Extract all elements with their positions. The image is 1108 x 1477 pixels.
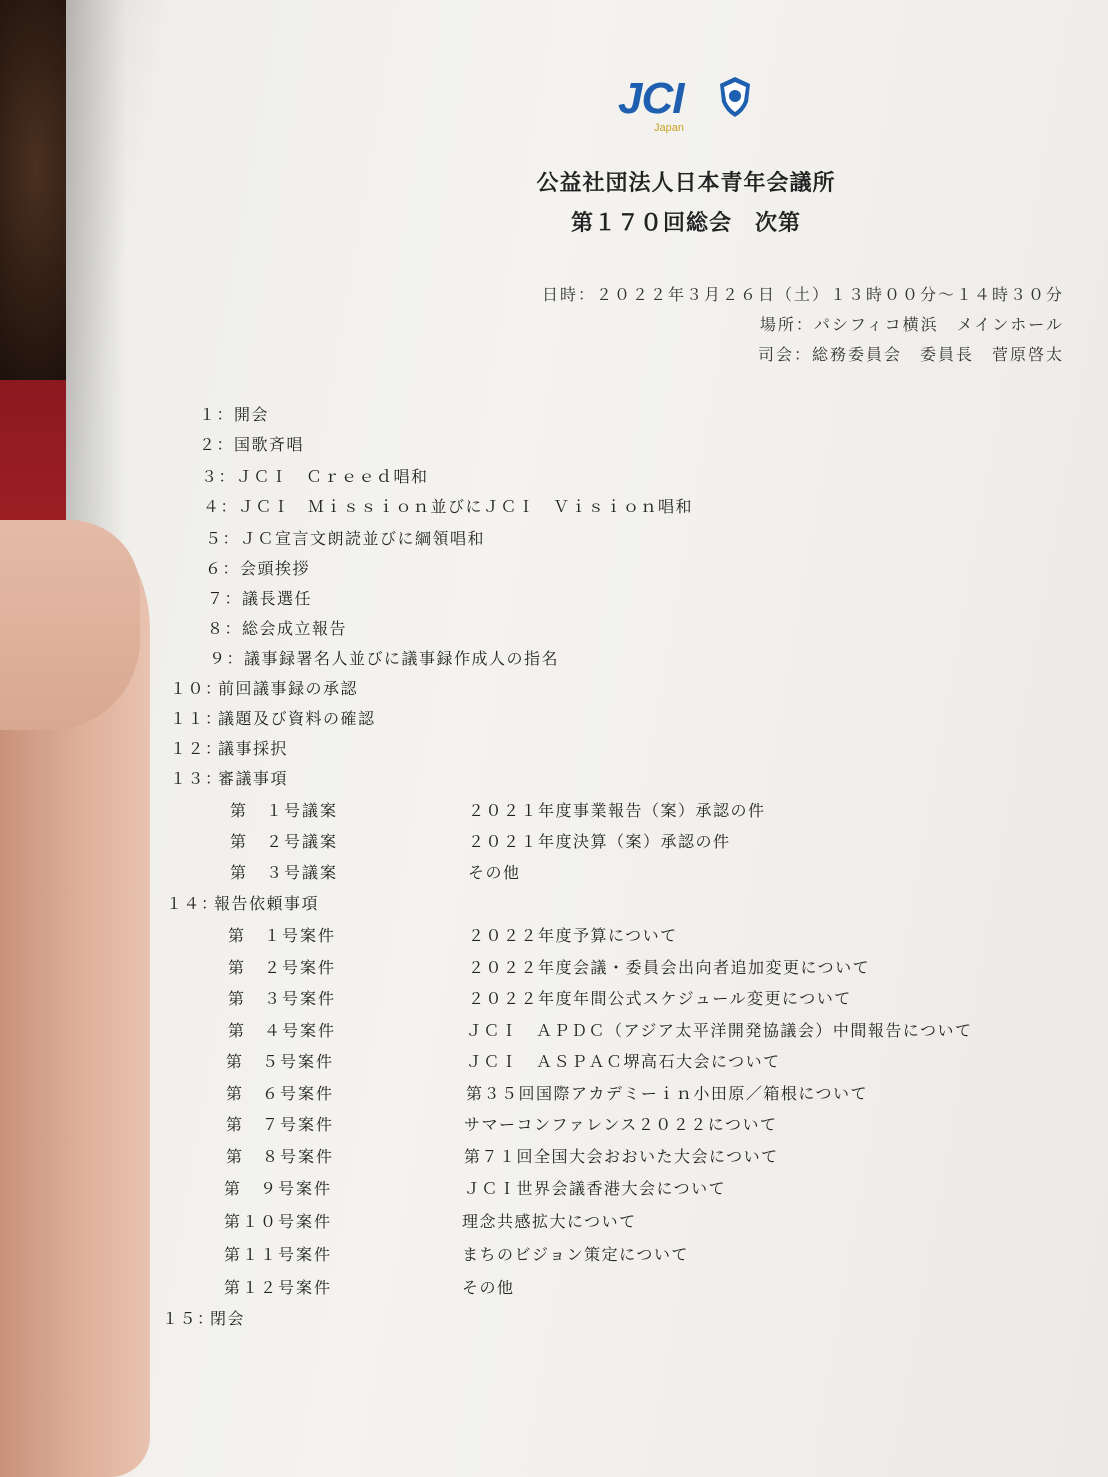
deliberation-label: 第 １号議案 bbox=[230, 801, 339, 820]
page-title: 第１７０回総会 次第 bbox=[570, 211, 801, 236]
agenda-item-text: 議事録署名人並びに議事録作成人の指名 bbox=[244, 649, 560, 668]
agenda-item-text: 議事採択 bbox=[218, 739, 289, 758]
report-label: 第 １号案件 bbox=[228, 926, 337, 945]
agenda-item bbox=[170, 766, 288, 789]
agenda-item-number: ５： bbox=[204, 529, 240, 548]
deliberation-label: 第 ２号議案 bbox=[230, 832, 339, 851]
agenda-item bbox=[188, 464, 429, 487]
report-description: ２０２２年度会議・委員会出向者追加変更について bbox=[468, 958, 871, 977]
agenda-item bbox=[186, 432, 304, 455]
agenda-item-text: 前回議事録の承認 bbox=[218, 679, 359, 698]
report-description: ２０２２年度予算について bbox=[468, 926, 678, 945]
jci-logo bbox=[618, 74, 684, 134]
report-label: 第１１号案件 bbox=[224, 1245, 333, 1264]
agenda-item-text: 国歌斉唱 bbox=[234, 435, 305, 454]
agenda-item-text: 議長選任 bbox=[242, 589, 313, 608]
agenda-item-number: ４： bbox=[202, 497, 238, 516]
report-description: ＪＣＩ ＡＳＰＡＣ堺高石大会について bbox=[466, 1052, 781, 1071]
report-description: サマーコンファレンス２０２２について bbox=[464, 1115, 778, 1134]
agenda-item-number: ９： bbox=[208, 649, 244, 668]
agenda-item-text: ＪＣＩ Ｃｒｅｅｄ唱和 bbox=[236, 467, 429, 486]
agenda-item bbox=[196, 646, 559, 669]
agenda-item-text: 総会成立報告 bbox=[242, 619, 348, 638]
report-label: 第 ２号案件 bbox=[228, 958, 337, 977]
agenda-item bbox=[192, 556, 310, 579]
logo-sub: Japan bbox=[654, 122, 684, 134]
agenda-item-text: 議題及び資料の確認 bbox=[218, 709, 376, 728]
report-label: 第 ７号案件 bbox=[226, 1115, 335, 1134]
agenda-item-number: ３： bbox=[200, 467, 236, 486]
deliberation-label: 第 ３号議案 bbox=[230, 863, 339, 882]
deliberation-description: ２０２１年度事業報告（案）承認の件 bbox=[468, 801, 766, 820]
agenda-item bbox=[170, 706, 376, 729]
agenda-item bbox=[166, 891, 319, 914]
agenda-item-number: １４： bbox=[166, 894, 219, 913]
agenda-item-number: １２： bbox=[170, 739, 223, 758]
report-description: まちのビジョン策定について bbox=[462, 1245, 689, 1264]
agenda-item-number: ２： bbox=[198, 435, 234, 454]
report-label: 第１０号案件 bbox=[224, 1212, 333, 1231]
agenda-item bbox=[162, 1306, 245, 1329]
report-description: ＪＣＩ ＡＰＤＣ（アジア太平洋開発協議会）中間報告について bbox=[466, 1021, 973, 1040]
report-label: 第１２号案件 bbox=[224, 1278, 333, 1297]
report-label: 第 ９号案件 bbox=[224, 1179, 333, 1198]
agenda-item-number: ８： bbox=[206, 619, 242, 638]
agenda-item-number: １３： bbox=[170, 769, 223, 788]
agenda-item-number: １０： bbox=[170, 679, 223, 698]
agenda-item bbox=[170, 676, 358, 699]
agenda-item-text: ＪＣＩ Ｍｉｓｓｉｏｎ並びにＪＣＩ Ｖｉｓｉｏｎ唱和 bbox=[238, 497, 694, 516]
document-page bbox=[66, 0, 1108, 1477]
agenda-item bbox=[194, 616, 347, 639]
agenda-item bbox=[190, 494, 693, 517]
agenda-item-number: ７： bbox=[206, 589, 242, 608]
agenda-item-number: ６： bbox=[204, 559, 240, 578]
agenda-item-text: 閉会 bbox=[210, 1309, 246, 1328]
agenda-item-text: 審議事項 bbox=[218, 769, 289, 788]
agenda-item-text: ＪＣ宣言文朗読並びに綱領唱和 bbox=[240, 529, 486, 548]
agenda-item bbox=[194, 586, 312, 609]
agenda-item bbox=[170, 736, 288, 759]
report-label: 第 ３号案件 bbox=[228, 989, 337, 1008]
deliberation-description: ２０２１年度決算（案）承認の件 bbox=[468, 832, 731, 851]
report-description: その他 bbox=[462, 1278, 515, 1297]
report-description: ＪＣＩ世界会議香港大会について bbox=[464, 1179, 727, 1198]
meta-host: 司会：総務委員会 委員長 菅原啓太 bbox=[757, 345, 1064, 364]
logo-text: JCI bbox=[618, 74, 684, 123]
meta-datetime: 日時：２０２２年３月２６日（土）１３時００分～１４時３０分 bbox=[541, 285, 1064, 304]
agenda-item bbox=[186, 402, 269, 425]
agenda-item-text: 会頭挨拶 bbox=[240, 559, 311, 578]
agenda-item-text: 開会 bbox=[234, 405, 270, 424]
report-label: 第 ４号案件 bbox=[228, 1021, 337, 1040]
agenda-item bbox=[192, 526, 485, 549]
shield-icon bbox=[718, 76, 752, 118]
agenda-item-text: 報告依頼事項 bbox=[214, 894, 320, 913]
agenda-item-number: １１： bbox=[170, 709, 223, 728]
meta-place: 場所：パシフィコ横浜 メインホール bbox=[759, 315, 1064, 334]
agenda-item-number: １： bbox=[198, 405, 234, 424]
org-name: 公益社団法人日本青年会議所 bbox=[536, 171, 836, 196]
report-label: 第 ５号案件 bbox=[226, 1052, 335, 1071]
report-description: ２０２２年度年間公式スケジュール変更について bbox=[468, 989, 852, 1008]
report-description: 第７１回全国大会おおいた大会について bbox=[464, 1147, 779, 1166]
report-description: 第３５回国際アカデミーｉｎ小田原／箱根について bbox=[466, 1084, 869, 1103]
agenda-item-number: １５： bbox=[162, 1309, 215, 1328]
report-label: 第 ８号案件 bbox=[226, 1147, 335, 1166]
report-description: 理念共感拡大について bbox=[462, 1212, 637, 1231]
report-label: 第 ６号案件 bbox=[226, 1084, 335, 1103]
deliberation-description: その他 bbox=[468, 863, 521, 882]
